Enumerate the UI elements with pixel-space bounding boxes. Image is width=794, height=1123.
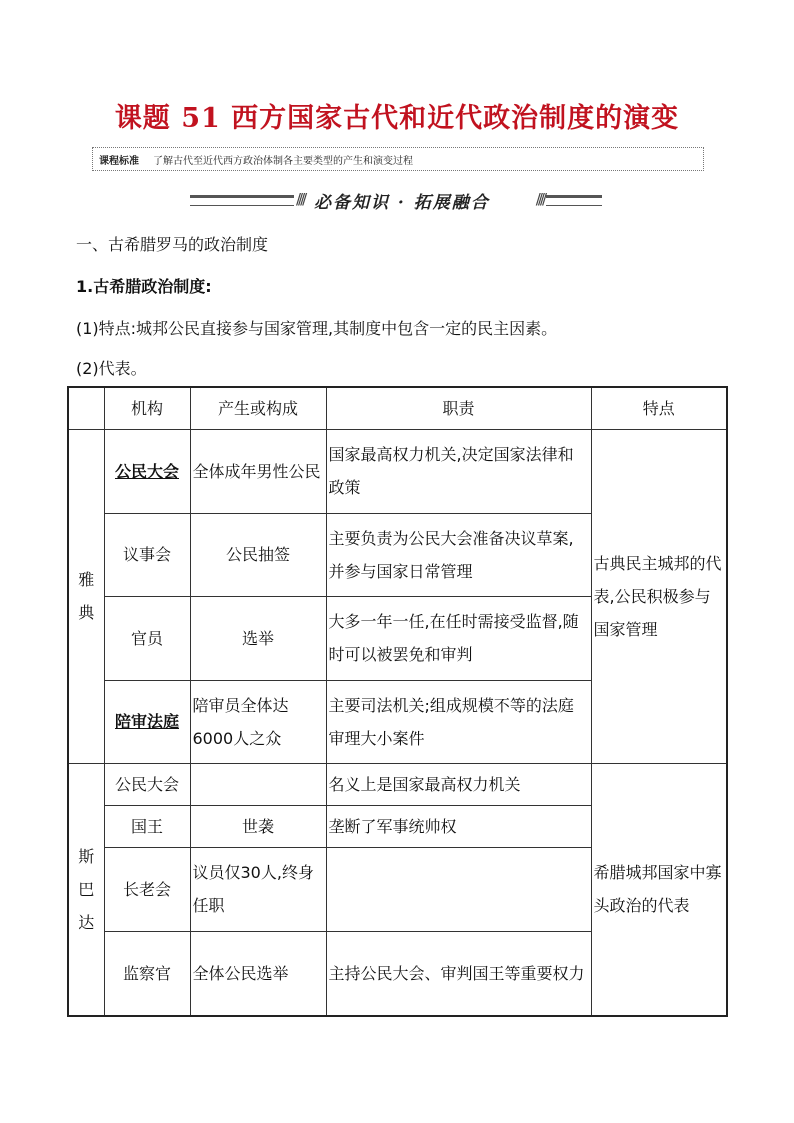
page-title: 课题 51 西方国家古代和近代政治制度的演变 xyxy=(114,103,680,134)
section-banner xyxy=(190,188,602,212)
paragraph-representatives: (2)代表。 xyxy=(76,359,147,378)
city-char: 典 xyxy=(78,603,95,622)
form-cell: 选举 xyxy=(190,596,326,680)
org-cell: 国王 xyxy=(104,805,190,847)
banner-slash-left-icon: //// xyxy=(296,190,305,208)
org-cell: 公民大会 xyxy=(114,461,179,481)
form-cell xyxy=(190,763,326,805)
duty-cell: 主持公民大会、审判国王等重要权力 xyxy=(326,931,591,1016)
form-cell: 议员仅30人,终身任职 xyxy=(190,847,326,931)
banner-rule-left xyxy=(190,195,294,206)
duty-cell: 名义上是国家最高权力机关 xyxy=(326,763,591,805)
org-cell: 官员 xyxy=(104,596,190,680)
banner-rule-right xyxy=(546,195,602,206)
form-cell: 陪审员全体达6000人之众 xyxy=(190,680,326,763)
org-cell: 监察官 xyxy=(104,931,190,1016)
form-cell: 世袭 xyxy=(190,805,326,847)
curriculum-standard-box xyxy=(92,147,704,171)
form-cell: 公民抽签 xyxy=(190,513,326,596)
duty-cell: 主要司法机关;组成规模不等的法庭审理大小案件 xyxy=(326,680,591,763)
header-cell: 特点 xyxy=(591,387,727,429)
form-cell: 全体公民选举 xyxy=(190,931,326,1016)
banner-slash-right-icon: //// xyxy=(535,190,544,208)
form-cell: 全体成年男性公民 xyxy=(190,429,326,513)
city-char: 达 xyxy=(78,912,95,932)
feature-cell-sparta: 希腊城邦国家中寡头政治的代表 xyxy=(591,763,727,1016)
org-cell: 长老会 xyxy=(104,847,190,931)
city-char: 巴 xyxy=(78,879,95,899)
paragraph-features: (1)特点:城邦公民直接参与国家管理,其制度中包含一定的民主因素。 xyxy=(76,319,558,338)
org-cell: 陪审法庭 xyxy=(114,712,179,731)
duty-cell: 大多一年一任,在任时需接受监督,随时可以被罢免和审判 xyxy=(326,596,591,680)
duty-cell: 主要负责为公民大会准备决议草案,并参与国家日常管理 xyxy=(326,513,591,596)
subheading: 1.古希腊政治制度: xyxy=(76,277,212,296)
section-heading: 一、古希腊罗马的政治制度 xyxy=(76,235,269,254)
duty-cell: 垄断了军事统帅权 xyxy=(326,805,591,847)
standard-text: 了解古代至近代西方政治体制各主要类型的产生和演变过程 xyxy=(153,155,413,167)
standard-label: 课程标准 xyxy=(99,155,139,167)
feature-cell-athens: 古典民主城邦的代表,公民积极参与国家管理 xyxy=(591,429,727,763)
duty-cell xyxy=(326,847,591,931)
org-cell: 公民大会 xyxy=(104,763,190,805)
table-header-row xyxy=(68,387,727,429)
government-table xyxy=(67,386,728,1017)
header-cell xyxy=(68,387,104,429)
city-cell-sparta xyxy=(68,763,104,1016)
city-char: 雅 xyxy=(78,570,95,589)
city-char: 斯 xyxy=(78,846,95,866)
city-cell-athens xyxy=(68,429,104,763)
header-cell: 职责 xyxy=(326,387,591,429)
table-row xyxy=(68,763,727,805)
header-cell: 机构 xyxy=(104,387,190,429)
duty-cell: 国家最高权力机关,决定国家法律和政策 xyxy=(326,429,591,513)
header-cell: 产生或构成 xyxy=(190,387,326,429)
table-row xyxy=(68,429,727,513)
org-cell: 议事会 xyxy=(104,513,190,596)
banner-text: 必备知识 · 拓展融合 xyxy=(314,193,490,213)
